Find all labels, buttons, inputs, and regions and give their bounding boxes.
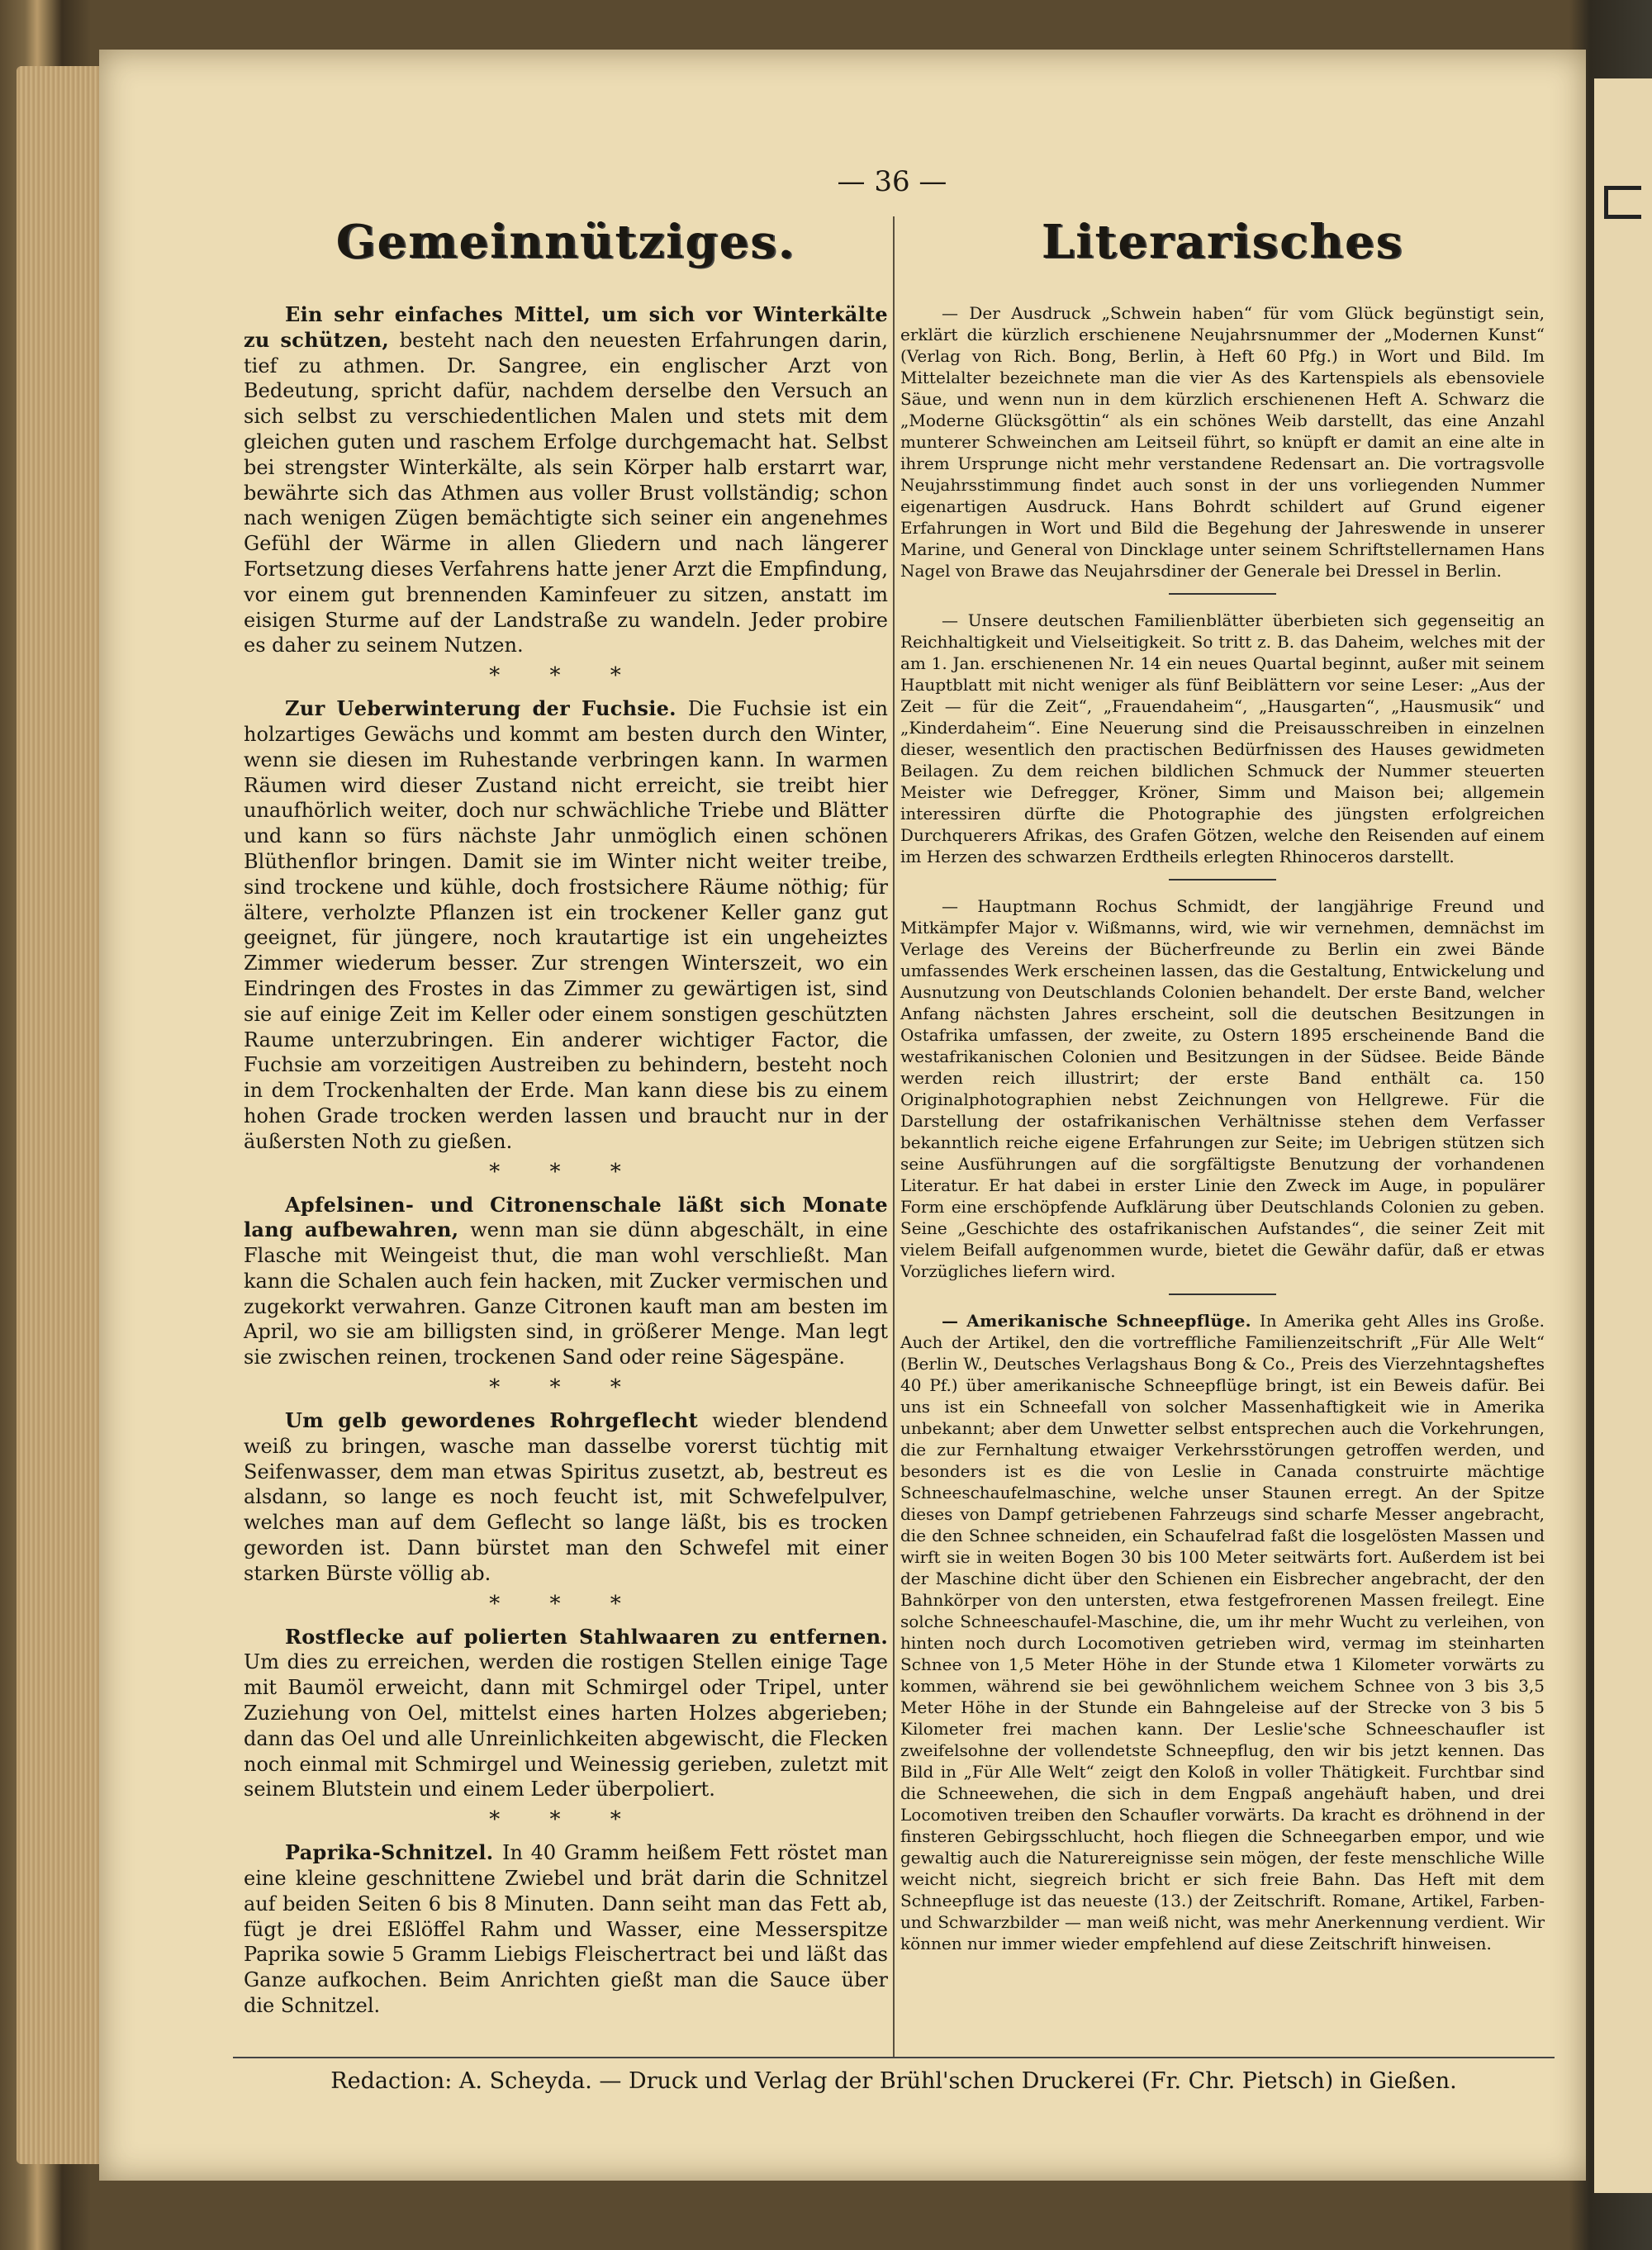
imprint-footer: Redaction: A. Scheyda. — Druck und Verlag der Brühl'schen Druckerei (Fr. Chr. Pietsch) in Gießen. [330,2068,1457,2094]
separator-stars: * * * [489,663,643,689]
article-paprika-schnitzel [235,1840,896,2019]
article-title: — Amerikanische Schneepflüge. [942,1311,1260,1331]
separator-stars: * * * [489,1807,643,1833]
article-title: Paprika-Schnitzel. [285,1840,503,1865]
article-apfelsinen [235,1193,896,1371]
article-body: wenn man sie dünn abgeschält, in eine Flasche mit Weingeist thut, die man wohl verschließt. Man kann die Schalen auch fein hacken, mit Zucker vermischen und zugekorkt verwahren. Ganze Citronen kauft man am besten im April, wo sie am billigsten sind, in größerer Menge. Man legt sie zwischen reinen, trockenen Sand oder reine Sägespäne. [244,1218,888,1369]
article-body: In Amerika geht Alles ins Große. Auch der Artikel, den die vortreffliche Familienzeitschrift „Für Alle Welt“ (Berlin W., Deutsches Verlagshaus Bong & Co., Preis des Vierzehntagsheftes 40 Pf.) über amerikanische Schneepflüge bringt, ist ein Beweis dafür. Bei uns ist ein Schneefall von solcher Massenhaftigkeit wie in Amerika unbekannt; aber dem Unwetter selbst entsprechen auch die Vorkehrungen, die zur Fernhaltung etwaiger Verkehrsstörungen getroffen werden, und besonders ist es die von Leslie in Canada construirte mächtige Schneeschaufelmaschine, welche unser Staunen erregt. An der Spitze dieses von Dampf getriebenen Fahrzeugs sind scharfe Messer angebracht, die den Schnee schneiden, ein Schaufelrad faßt die losgelösten Massen und wirft sie in weiten Bogen 30 bis 100 Meter seitwärts fort. Außerdem ist bei der Maschine dicht über den Schienen ein Eisbrecher angebracht, der den Bahnkörper von den untersten, etwa festgefrorenen Massen freilegt. Eine solche Schneeschaufel-Maschine, die, um ihr mehr Wucht zu verleihen, von hinten noch durch Locomotiven getrieben wird, vermag im steinharten Schnee von 1,5 Meter Höhe in der Stunde etwa 1 Kilometer vorwärts zu kommen, während sie bei gewöhnlichem weichem Schnee von 3 bis 3,5 Meter Höhe in der Stunde ein Bahngeleise auf der Strecke von 3 bis 5 Kilometer frei machen kann. Der Leslie'sche Schneeschaufler ist zweifelsohne der vollendetste Schneepflug, den wir bis jetzt kennen. Das Bild in „Für Alle Welt“ zeigt den Koloß in voller Thätigkeit. Furchtbar sind die Schneewehen, die sich in dem Engpaß angehäuft haben, und drei Locomotiven treiben den Schaufler vorwärts. Da kracht es dröhnend in der finsteren Gebirgsschlucht, hoch fliegen die Schneegarben empor, und wie gewaltig auch die Naturereignisse sein mögen, der feste menschliche Wille weicht nicht, siegreich bricht er sich freie Bahn. Das Heft mit dem Schneepfluge ist das neueste (13.) der Zeitschrift. Romane, Artikel, Farben- und Schwarzbilder — man weiß nicht, was mehr Anerkennung verdient. Wir können nur immer wieder empfehlend auf diese Zeitschrift hinweisen. [900,1311,1545,1953]
next-page-edge [1594,78,1652,2193]
article-rohrgeflecht [235,1408,896,1587]
separator-line [1169,1294,1276,1295]
separator-line [1169,593,1276,595]
article-body: — Unsere deutschen Familienblätter überbieten sich gegenseitig an Reichhaltigkeit und Vielseitigkeit. So tritt z. B. das Daheim, welches mit der am 1. Jan. erschienenen Nr. 14 ein neues Quartal beginnt, außer mit seinem Hauptblatt mit nicht weniger als fünf Beiblättern vor seine Leser: „Aus der Zeit — für die Zeit“, „Frauendaheim“, „Hausgarten“, „Hausmusik“ und „Kinderdaheim“. Eine Neuerung sind die Preisausschreiben in einzelnen dieser, wesentlich den practischen Bedürfnissen des Hauses gewidmeten Beilagen. Zu dem reichen bildlichen Schmuck der Nummer steuerten Meister wie Defregger, Kröner, Simm und Maison bei; allgemein interessiren dürfte die Photographie des jüngsten erfolgreichen Durchquerers Afrikas, des Grafen Götzen, welche den Reisenden auf einem im Herzen des schwarzen Erdtheils erlegten Rhinoceros darstellt. [900,610,1545,866]
article-rochus-schmidt [892,895,1553,1282]
page-number: — 36 — [837,165,947,198]
article-body: besteht nach den neuesten Erfahrungen darin, tief zu athmen. Dr. Sangree, ein englischer Arzt von Bedeutung, spricht dafür, nachdem derselbe den Versuch an sich selbst zu verschiedentlichen Malen und stets mit dem gleichen guten und raschem Erfolge durchgemacht hat. Selbst bei strengster Winterkälte, als sein Körper halb erstarrt war, bewährte sich das Athmen aus voller Brust vollständig; schon nach wenigen Zügen bemächtigte sich seiner ein angenehmes Gefühl der Wärme in allen Gliedern und nach längerer Fortsetzung dieses Verfahrens hatte jener Arzt die Empfindung, vor einem gut brennenden Kaminfeuer zu sitzen, anstatt im eisigen Sturme auf der Landstraße zu wandeln. Jeder probire es daher zu seinem Nutzen. [244,328,888,657]
article-body: wieder blendend weiß zu bringen, wasche man dasselbe vorerst tüchtig mit Seifenwasser, dem man etwas Spiritus zusetzt, ab, bestreut es alsdann, so lange es noch feucht ist, mit Schwefelpulver, welches man auf dem Geflecht so lange läßt, bis es trocken geworden ist. Dann bürstet man den Schwefel mit einer starken Bürste völlig ab. [244,1409,888,1585]
article-body: In 40 Gramm heißem Fett röstet man eine kleine geschnittene Zwiebel und brät darin die Schnitzel auf beiden Seiten 6 bis 8 Minuten. Dann seiht man das Fett ab, fügt je drei Eßlöffel Rahm und Wasser, eine Messerspitze Paprika sowie 5 Gramm Liebigs Fleischertract bei und läßt das Ganze aufkochen. Beim Anrichten gießt man die Sauce über die Schnitzel. [244,1841,888,2018]
article-fuchsie [235,696,896,1154]
article-schwein-haben [892,302,1553,581]
article-familienblaetter [892,610,1553,867]
article-schneepfluege [892,1310,1553,1954]
separator-line [1169,879,1276,881]
section-heading-literarisches: Literarisches [1041,215,1404,269]
article-rostflecke [235,1625,896,1803]
article-title: Zur Ueberwinterung der Fuchsie. [285,696,688,721]
separator-stars: * * * [489,1159,643,1184]
article-body: — Der Ausdruck „Schwein haben“ für vom Glück begünstigt sein, erklärt die kürzlich erschienene Neujahrsnummer der „Modernen Kunst“ (Verlag von Rich. Bong, Berlin, à Heft 60 Pfg.) in Wort und Bild. Im Mittelalter bezeichnete man die vier As des Kartenspiels als ebensoviele Säue, und wenn nun in dem kürzlich erschienenen Heft A. Schwarz die „Moderne Glücksgöttin“ als ein schönes Weib darstellt, das eine Anzahl munterer Schweinchen am Leitseil führt, so knüpft er damit an eine alte in ihrem Ursprunge nicht mehr verstandene Redensart an. Die vortragsvolle Neujahrsstimmung findet auch sonst in der uns vorliegenden Nummer eigenartigen Ausdruck. Hans Bohrdt schildert auf Grund eigener Erfahrungen in Wort und Bild die Begehung der Jahreswende in unserer Marine, und General von Dincklage unter seinem Schriftstellernamen Hans Nagel von Brawe das Neujahrsdiner der Generale bei Dressel in Berlin. [900,303,1545,581]
article-winterkaelte [235,302,896,658]
article-title: Um gelb gewordenes Rohrgeflecht [285,1408,713,1433]
article-body: — Hauptmann Rochus Schmidt, der langjährige Freund und Mitkämpfer Major v. Wißmanns, wird, wie wir vernehmen, demnächst im Verlage des Vereins der Bücherfreunde zu Berlin ein zwei Bände umfassendes Werk erscheinen lassen, das die Gestaltung, Entwickelung und Ausnutzung von Deutschlands Colonien behandelt. Der erste Band, welcher Anfang nächsten Jahres erscheint, soll die deutschen Besitzungen in Ostafrika umfassen, der zweite, zu Ostern 1895 erscheinende Band die westafrikanischen Colonien und Besitzungen in der Südsee. Beide Bände werden reich illustrirt; der erste Band enthält ca. 150 Originalphotographien nebst Zeichnungen von Hellgrewe. Für die Darstellung der ostafrikanischen Verhältnisse stehen dem Verfasser bekanntlich reiche eigene Erfahrungen zur Seite; im Uebrigen stützen sich seine Ausführungen auf die sorgfältigste Benutzung der vorhandenen Literatur. Er hat dabei in erster Linie den Zweck im Auge, in populärer Form eine erschöpfende Aufklärung über Deutschlands Colonien zu geben. Seine „Geschichte des ostafrikanischen Aufstandes“, die seiner Zeit mit vielem Beifall aufgenommen wurde, bietet die Gewähr dafür, daß er etwas Vorzügliches liefern wird. [900,896,1545,1281]
section-heading-gemeinnuetziges: Gemeinnütziges. [335,215,796,269]
article-body: Um dies zu erreichen, werden die rostigen Stellen einige Tage mit Baumöl erweicht, dann mit Schmirgel oder Tripel, unter Zuziehung von Oel, mittelst eines harten Holzes abgerieben; dann das Oel und alle Unreinlichkeiten abgewischt, die Flecken noch einmal mit Schmirgel und Weinessig gerieben, zuletzt mit seinem Blutstein und einem Leder überpoliert. [244,1650,888,1801]
article-title: Rostflecke auf polierten Stahlwaaren zu entfernen. [285,1624,888,1649]
corner-mark [1604,186,1641,219]
separator-stars: * * * [489,1375,643,1401]
footer-rule [233,2057,1555,2058]
article-body: Die Fuchsie ist ein holzartiges Gewächs und kommt am besten durch den Winter, wenn sie diesen im Ruhestande verbringen kann. In warmen Räumen wird dieser Zustand nicht erreicht, sie treibt hier unaufhörlich weiter, doch nur schwächliche Triebe und Blätter und kann so fürs nächste Jahr unmöglich einen schönen Blüthenflor bringen. Damit sie im Winter nicht weiter treibe, sind trockene und kühle, doch frostsichere Räume nöthig; für ältere, verholzte Pflanzen ist ein trockener Keller ganz gut geeignet, für jüngere, noch krautartige ist ein ungeheiztes Zimmer wiederum besser. Zur strengen Winterszeit, wo ein Eindringen des Frostes in das Zimmer zu gewärtigen ist, sind sie auf einige Zeit im Keller oder einem sonstigen geschützten Raume unterzubringen. Ein anderer wichtiger Factor, die Fuchsie am vorzeitigen Austreiben zu behindern, besteht noch in dem Trockenhalten der Erde. Man kann diese bis zu einem hohen Grade trocken werden lassen und braucht nur in der äußersten Noth zu gießen. [244,697,888,1153]
left-column [235,215,896,2019]
right-column [892,215,1553,1954]
article-title: Apfelsinen- und Citronenschale läßt sich Monate lang aufbewahren, [244,1192,888,1242]
separator-stars: * * * [489,1591,643,1616]
article-title: Ein sehr einfaches Mittel, um sich vor Winterkälte zu schützen, [244,302,888,352]
